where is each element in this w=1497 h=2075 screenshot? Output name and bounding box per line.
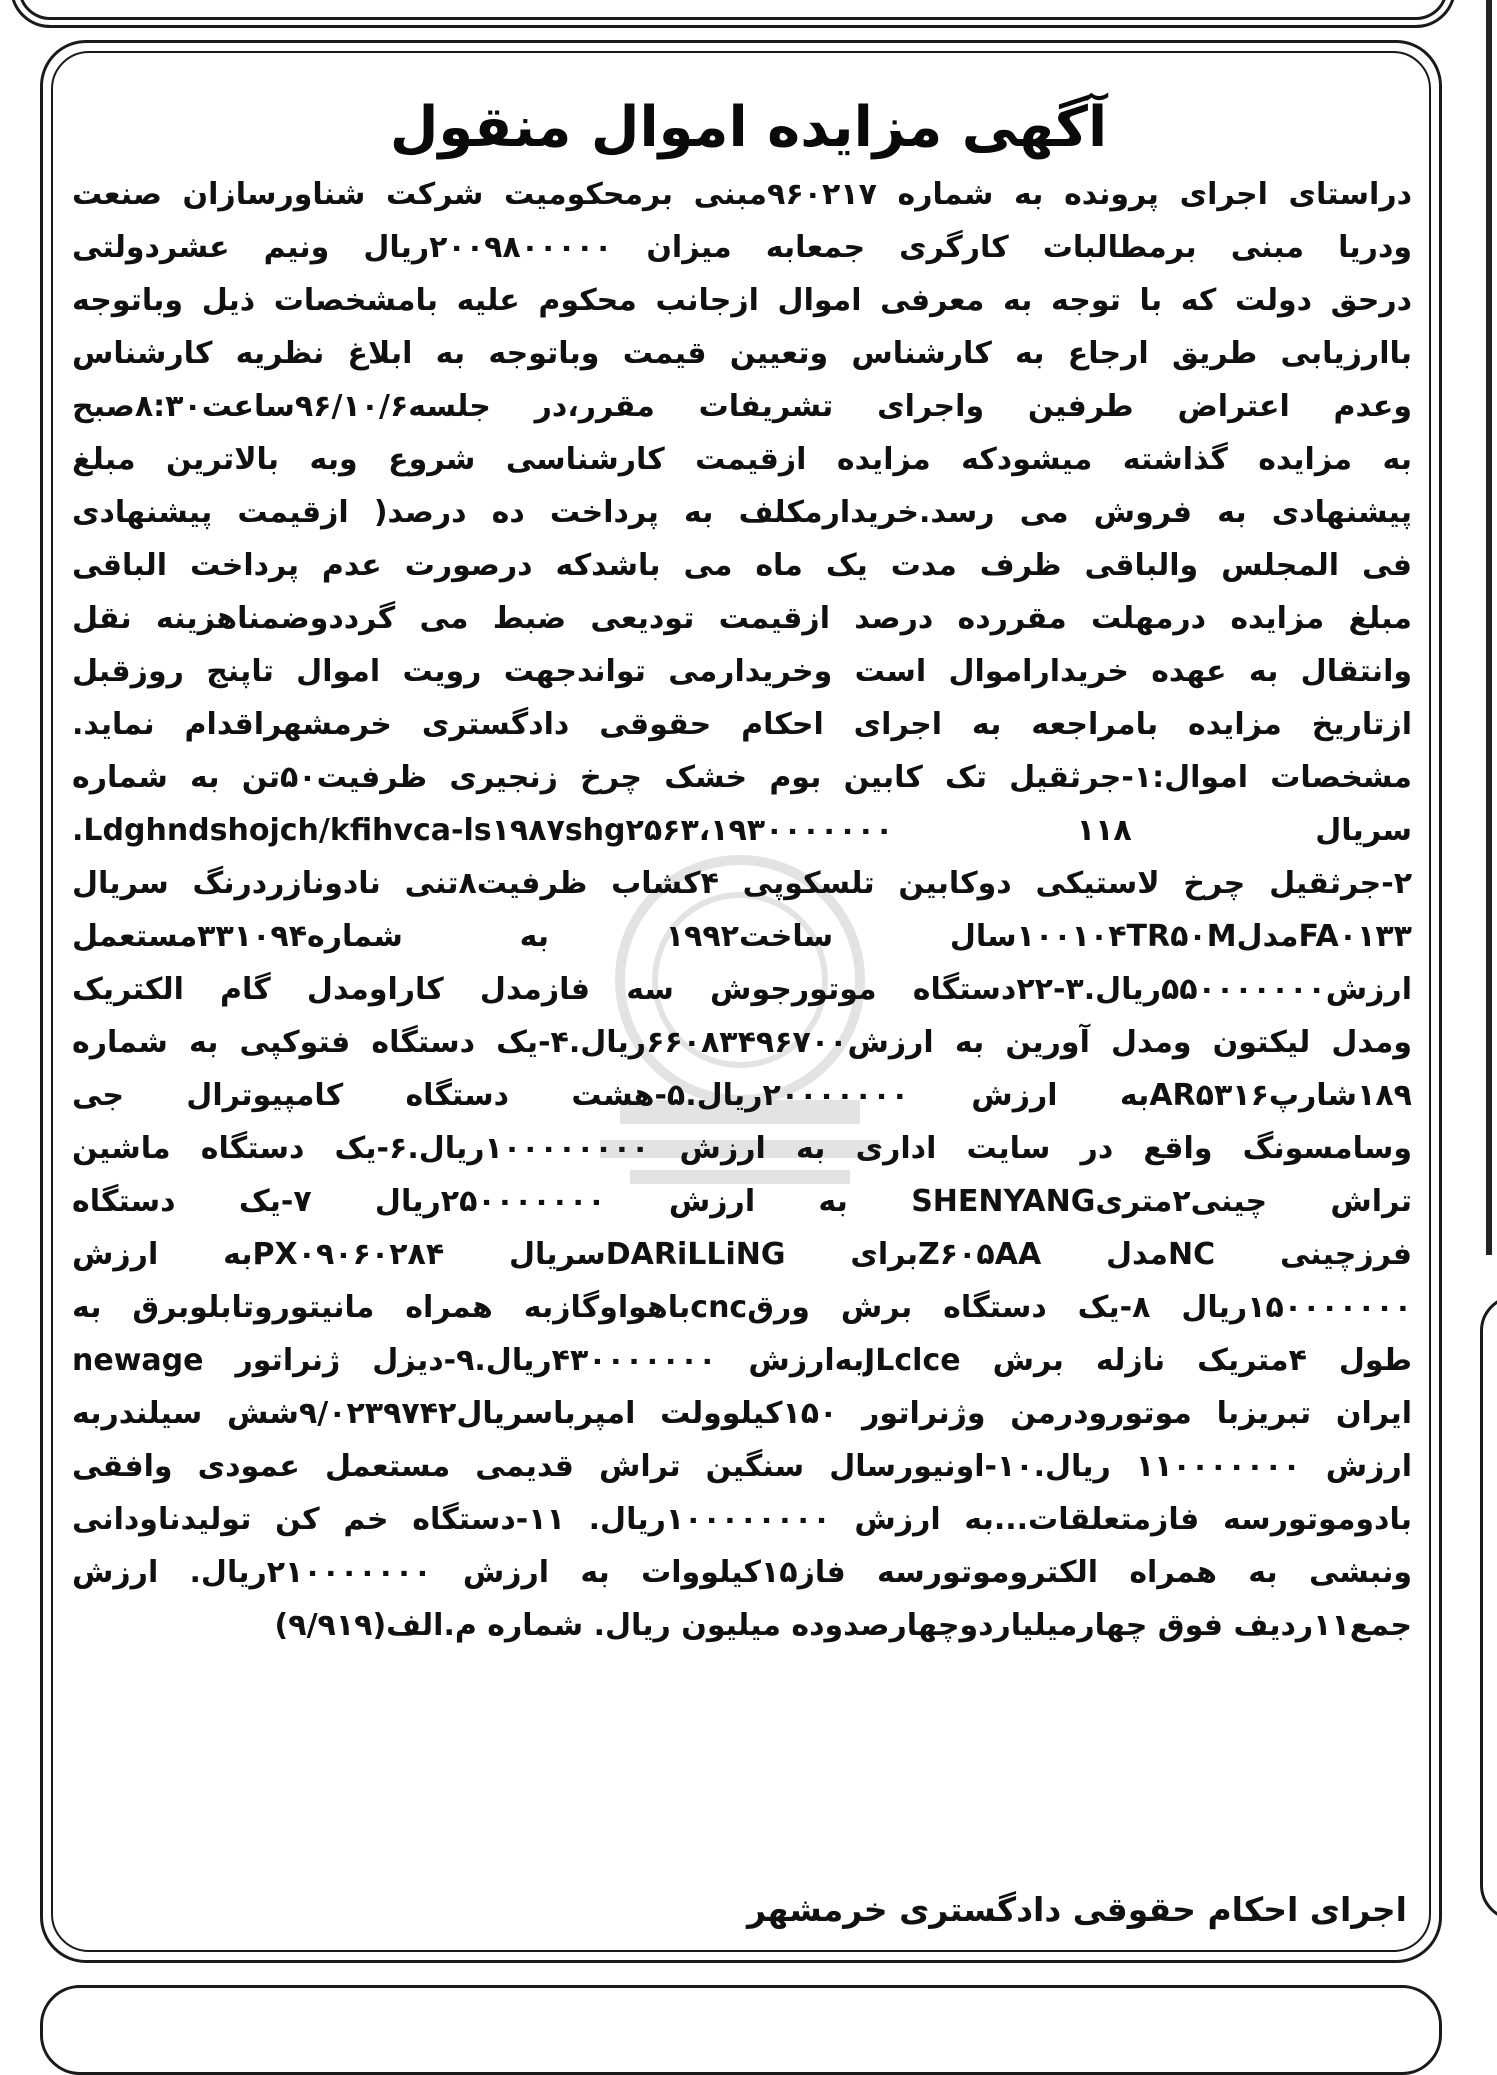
notice-signature: اجرای احکام حقوقی دادگستری خرمشهر [746, 1890, 1407, 1929]
notice-line: مشخصات اموال:۱-جرثقیل تک کابین بوم خشک چرخ زنجیری ظرفیت۵۰تن به شماره [72, 760, 1412, 795]
notice-body [72, 168, 1412, 1652]
previous-notice-frame [10, 0, 1456, 28]
notice-line: ایران تبریزبا موتورودرمن وژنراتور ۱۵۰کیلوولت امپرباسریال۹/۰۲۳۹۷۴۲شش سیلندربه [72, 1396, 1412, 1431]
notice-line: دراستای اجرای پرونده به شماره ۹۶۰۲۱۷مبنی برمحکومیت شرکت شناورسازان صنعت [72, 177, 1412, 212]
notice-line: پیشنهادی به فروش می رسد.خریدارمکلف به پرداخت ده درصد( ازقیمت پیشنهادی [72, 495, 1412, 530]
notice-line: جمع۱۱ردیف فوق چهارمیلیاردوچهارصدوده میلیون ریال. شماره م.الف(۹/۹۱۹) [274, 1608, 1412, 1643]
notice-line: ۱۸۹شارپAR۵۳۱۶به ارزش ۲۰۰۰۰۰۰۰ریال.۵-هشت دستگاه کامپیوترال جی [72, 1078, 1412, 1113]
notice-line: وسامسونگ واقع در سایت اداری به ارزش ۱۰۰۰۰۰۰۰۰ریال.۶-یک دستگاه ماشین [72, 1131, 1412, 1166]
notice-line: طول ۴متریک نازله برش JLclceبه‌ارزش ۴۳۰۰۰۰۰۰۰ریال.۹-دیزل ژنراتور newage [72, 1343, 1412, 1378]
next-notice-frame [40, 1985, 1442, 2075]
notice-line: فی المجلس والباقی ظرف مدت یک ماه می باشدکه درصورت عدم پرداخت الباقی [72, 548, 1412, 583]
notice-line: ارزش ۱۱۰۰۰۰۰۰۰ ریال.۱۰-اونیورسال سنگین تراش قدیمی مستعمل عمودی وافقی [72, 1449, 1412, 1484]
notice-line: باارزیابی طریق ارجاع به کارشناس وتعیین قیمت وباتوجه به ابلاغ نظریه کارشناس [72, 336, 1412, 371]
notice-line: ۲-جرثقیل چرخ لاستیکی دوکابین تلسکوپی ۴کشاب ظرفیت۸تنی نادونازردرنگ سریال [72, 866, 1412, 901]
notice-line: تراش چینی۲متریSHENYANG به ارزش ۲۵۰۰۰۰۰۰۰ریال ۷-یک دستگاه [72, 1184, 1412, 1219]
notice-line: فرزچینی NCمدل Z۶۰۵AAبرای DARiLLiNGسریال PX۰۹۰۶۰۲۸۴به ارزش [72, 1237, 1412, 1272]
notice-line: FA۰۱۳۳مدل۱۰۰۱۰۴TR۵۰Mسال ساخت۱۹۹۲ به شماره۳۳۱۰۹۴مستعمل [72, 919, 1412, 954]
adjacent-notice-frame [1480, 1295, 1497, 1921]
notice-line: مبلغ مزایده درمهلت مقررده درصد ازقیمت تودیعی ضبط می گرددوضمناهزینه نقل [72, 601, 1412, 636]
notice-line: وانتقال به عهده خریداراموال است وخریدارمی تواندجهت رویت اموال تاپنج روزقبل [72, 654, 1412, 689]
notice-line: سریال ۱۱۸ Ldghndshojch/kfihvca-ls۱۹۸۷shg۲۵۶۳،۱۹۳۰۰۰۰۰۰۰. [72, 813, 1412, 848]
notice-line: ۱۵۰۰۰۰۰۰۰ریال ۸-یک دستگاه برش ورقcncباهواوگازبه همراه مانیتوروتابلوبرق به [72, 1290, 1412, 1325]
notice-line: ومدل لیکتون ومدل آورین به ارزش۶۶۰۸۳۴۹۶۷۰۰ریال.۴-یک دستگاه فتوکپی به شماره [72, 1025, 1412, 1060]
notice-title: آگهی مزایده اموال منقول [389, 95, 1108, 160]
notice-line: بادوموتورسه فازمتعلقات...به ارزش ۱۰۰۰۰۰۰۰۰ریال. ۱۱-دستگاه خم کن تولیدناودانی [72, 1502, 1412, 1537]
notice-line: ونبشی به همراه الکتروموتورسه فاز۱۵کیلووات به ارزش ۲۱۰۰۰۰۰۰۰ریال. ارزش [72, 1555, 1412, 1590]
notice-line: ارزش۵۵۰۰۰۰۰۰۰ریال.۳-۲۲دستگاه موتورجوش سه فازمدل کاراومدل گام الکتریک [72, 972, 1412, 1007]
notice-line: درحق دولت که با توجه به معرفی اموال ازجانب محکوم علیه بامشخصات ذیل وباتوجه [72, 283, 1412, 318]
notice-line: وعدم اعتراض طرفین واجرای تشریفات مقرر،در جلسه۹۶/۱۰/۶ساعت۸:۳۰صبح [72, 389, 1412, 424]
notice-line: ودریا مبنی برمطالبات کارگری جمعابه میزان ۲۰۰۹۸۰۰۰۰۰ریال ونیم عشردولتی [72, 230, 1412, 265]
column-divider [1486, 0, 1492, 1255]
notice-line: به مزایده گذاشته میشودکه مزایده ازقیمت کارشناسی شروع وبه بالاترین مبلغ [72, 442, 1412, 477]
notice-line: ازتاریخ مزایده بامراجعه به اجرای احکام حقوقی دادگستری خرمشهراقدام نماید. [72, 707, 1412, 742]
